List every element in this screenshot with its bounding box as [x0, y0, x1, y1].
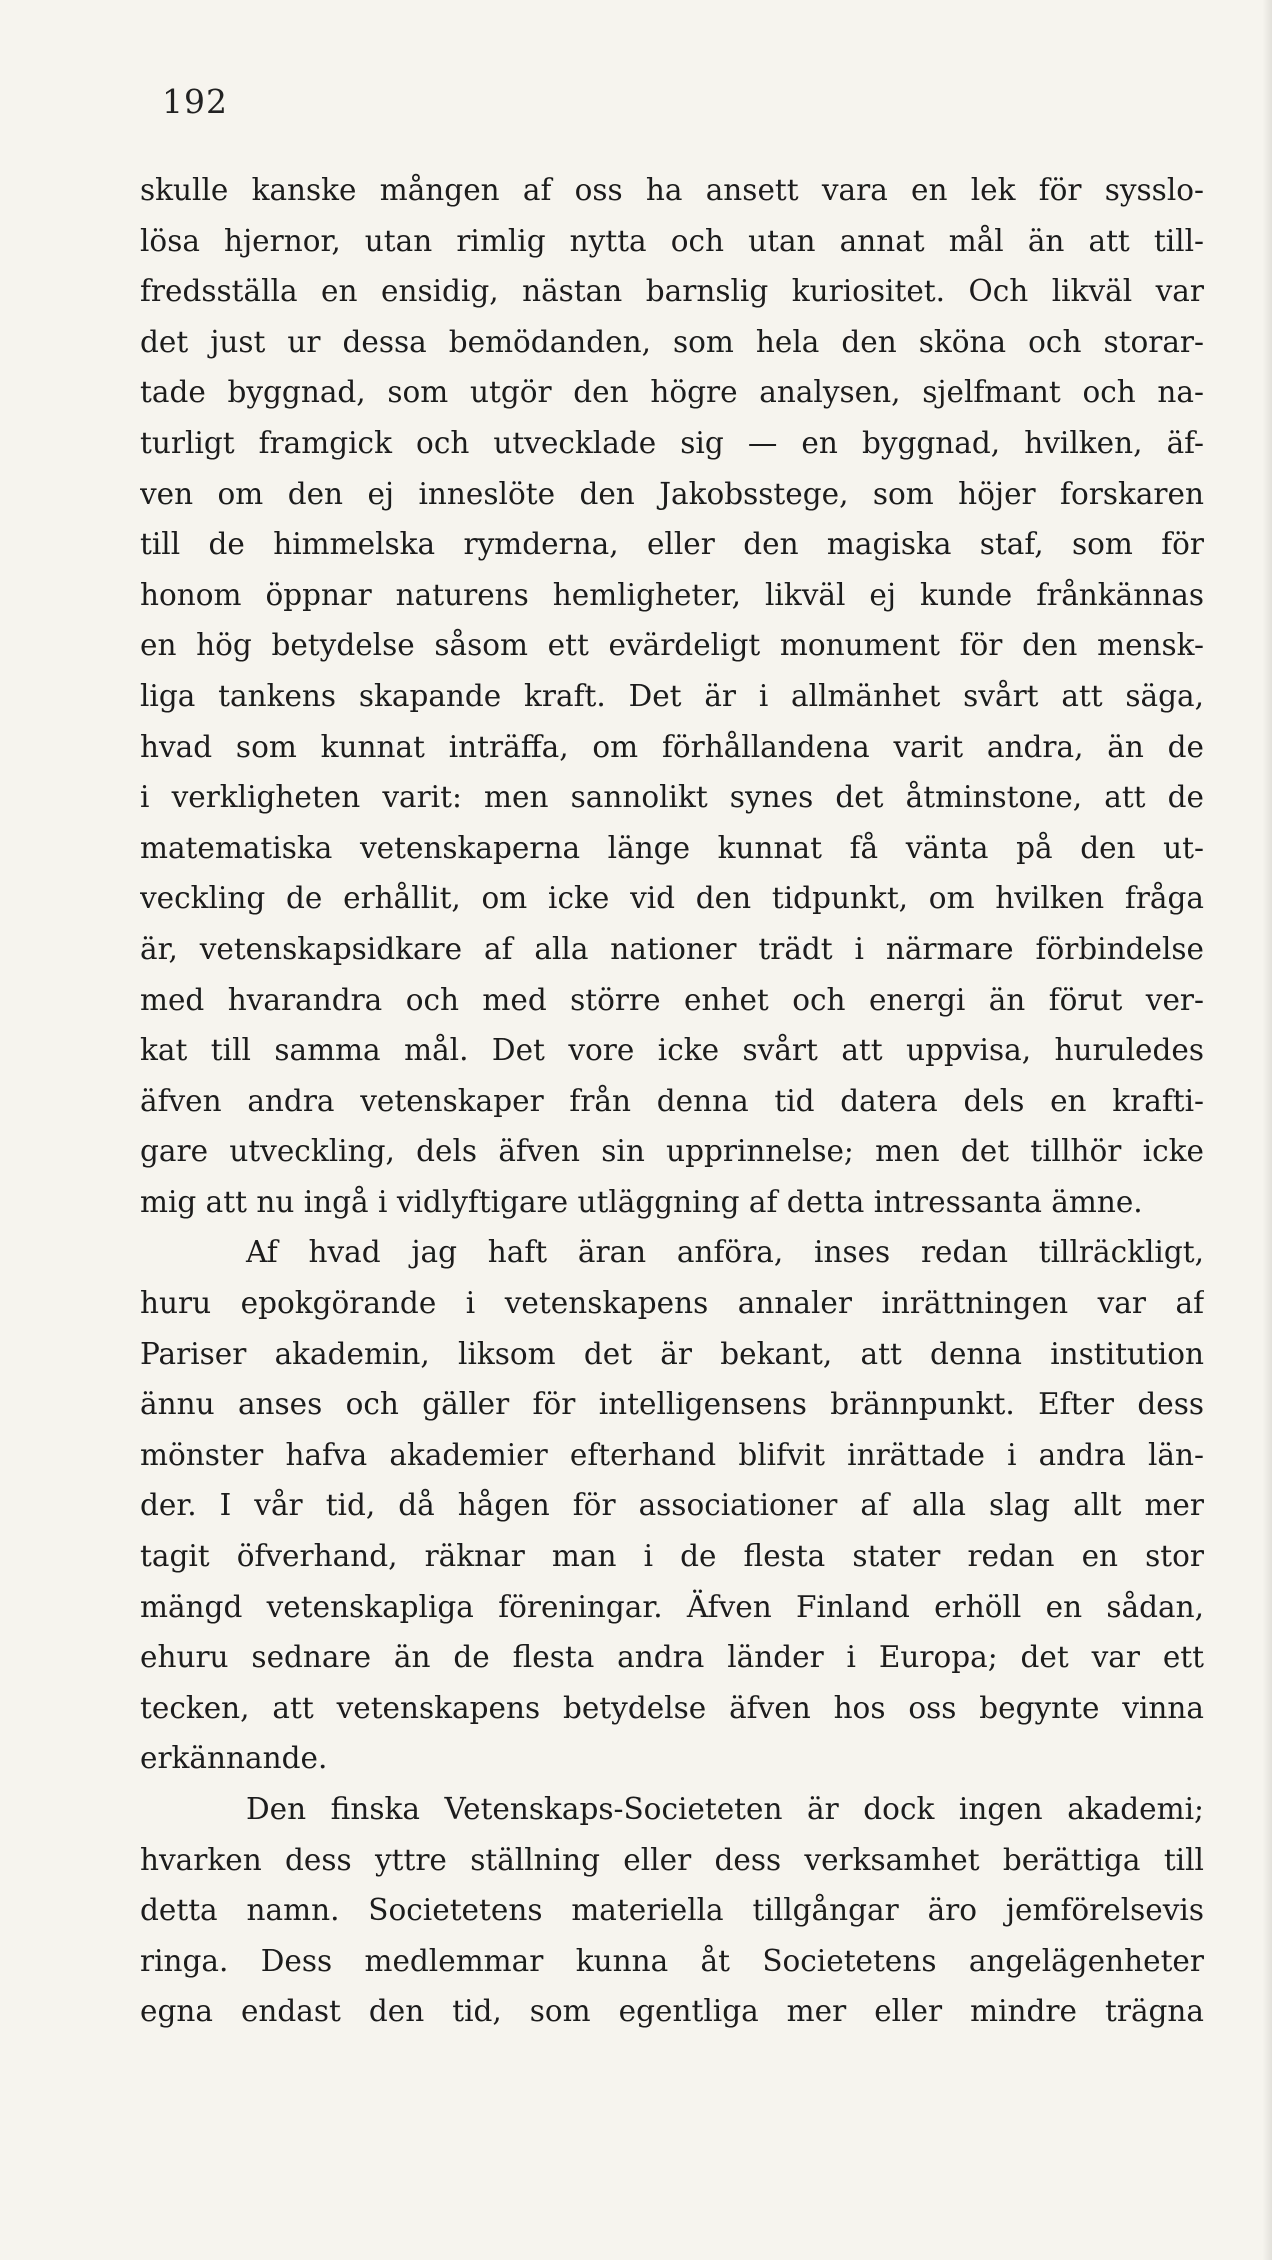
body-text — [140, 165, 1204, 2037]
text-line: liga tankens skapande kraft. Det är i allmänhet svårt att säga, — [140, 678, 1204, 713]
text-line: mönster hafva akademier efterhand blifvit inrättade i andra län- — [140, 1437, 1204, 1472]
text-line: turligt framgick och utvecklade sig — en byggnad, hvilken, äf- — [140, 425, 1204, 460]
text-line: skulle kanske mången af oss ha ansett vara en lek för sysslo- — [140, 173, 1204, 207]
text-line: der. I vår tid, då hågen för associationer af alla slag allt mer — [140, 1488, 1204, 1523]
text-line: tecken, att vetenskapens betydelse äfven hos oss begynte vinna — [140, 1690, 1204, 1725]
text-line: äfven andra vetenskaper från denna tid datera dels en krafti- — [140, 1083, 1204, 1118]
text-line: gare utveckling, dels äfven sin upprinnelse; men det tillhör icke — [140, 1134, 1204, 1169]
text-line: i verkligheten varit: men sannolikt synes det åtminstone, att de — [140, 780, 1204, 815]
text-line: ven om den ej inneslöte den Jakobsstege, som höjer forskaren — [140, 476, 1204, 511]
paragraph-start-line: Den finska Vetenskaps-Societeten är dock ingen akademi; — [246, 1792, 1204, 1826]
text-line: ringa. Dess medlemmar kunna åt Societetens angelägenheter — [140, 1943, 1204, 1978]
text-line: Pariser akademin, liksom det är bekant, att denna institution — [140, 1336, 1204, 1371]
text-line: honom öppnar naturens hemligheter, likväl ej kunde frånkännas — [140, 577, 1204, 612]
text-line: fredsställa en ensidig, nästan barnslig kuriositet. Och likväl var — [140, 274, 1204, 309]
text-line: detta namn. Societetens materiella tillgångar äro jemförelsevis — [140, 1893, 1204, 1928]
paragraph-end-line: erkännande. — [140, 1741, 328, 1776]
text-line: egna endast den tid, som egentliga mer eller mindre trägna — [140, 1994, 1204, 2029]
text-line: är, vetenskapsidkare af alla nationer trädt i närmare förbindelse — [140, 931, 1204, 966]
text-line: mängd vetenskapliga föreningar. Äfven Finland erhöll en sådan, — [140, 1589, 1204, 1624]
text-line: huru epokgörande i vetenskapens annaler inrättningen var af — [140, 1286, 1204, 1321]
text-line: det just ur dessa bemödanden, som hela den sköna och storar- — [140, 324, 1204, 359]
text-line: till de himmelska rymderna, eller den magiska staf, som för — [140, 527, 1204, 562]
text-line: lösa hjernor, utan rimlig nytta och utan annat mål än att till- — [140, 223, 1204, 258]
page-number: 192 — [162, 82, 228, 121]
paragraph-end-line: mig att nu ingå i vidlyftigare utläggning af detta intressanta ämne. — [140, 1184, 1143, 1219]
text-line: ehuru sednare än de flesta andra länder i Europa; det var ett — [140, 1640, 1204, 1675]
text-line: matematiska vetenskaperna länge kunnat få vänta på den ut- — [140, 830, 1204, 865]
text-line: tade byggnad, som utgör den högre analysen, sjelfmant och na- — [140, 375, 1204, 410]
text-line: en hög betydelse såsom ett evärdeligt monument för den mensk- — [140, 628, 1204, 663]
text-line: kat till samma mål. Det vore icke svårt att uppvisa, huruledes — [140, 1033, 1204, 1068]
text-line: hvad som kunnat inträffa, om förhållandena varit andra, än de — [140, 729, 1204, 764]
text-line: ännu anses och gäller för intelligensens brännpunkt. Efter dess — [140, 1387, 1204, 1422]
text-line: veckling de erhållit, om icke vid den tidpunkt, om hvilken fråga — [140, 881, 1204, 916]
text-line: hvarken dess yttre ställning eller dess verksamhet berättiga till — [140, 1842, 1204, 1877]
text-line: tagit öfverhand, räknar man i de flesta stater redan en stor — [140, 1539, 1204, 1574]
page-edge-shadow — [1262, 0, 1272, 2260]
text-line: med hvarandra och med större enhet och energi än förut ver- — [140, 982, 1204, 1017]
paragraph-start-line: Af hvad jag haft äran anföra, inses redan tillräckligt, — [246, 1235, 1204, 1270]
